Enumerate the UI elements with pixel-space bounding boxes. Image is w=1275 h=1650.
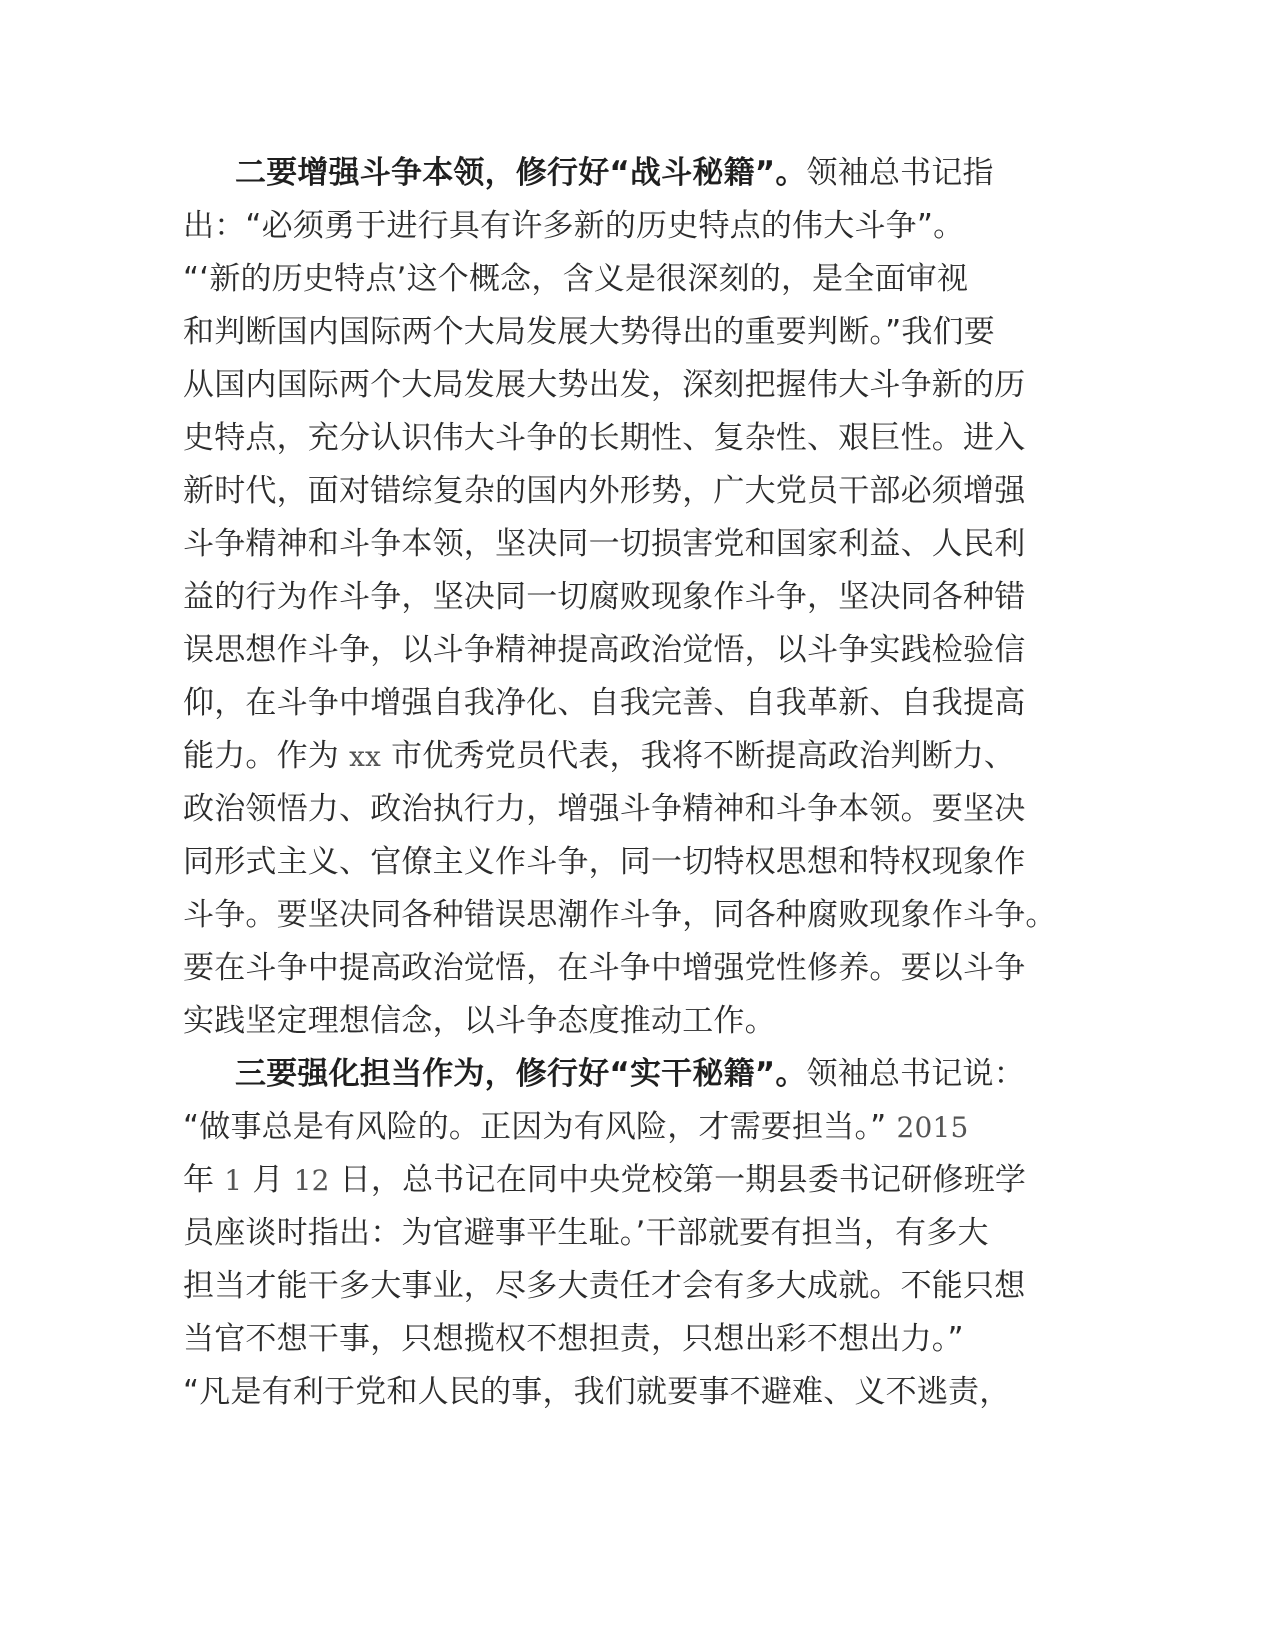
month-suffix: 月 (252, 1162, 284, 1198)
paragraph-3-line-5: 担当才能干多大事业，尽多大责任才会有多大成就。不能只想 (183, 1268, 1026, 1304)
paragraph-3-line-3-b: 日，总书记在同中央党校第一期县委书记研修班学 (339, 1162, 1027, 1198)
paragraph-2-line-12 (183, 730, 1083, 783)
paragraph-3-line-4: 员座谈时指出：为官避事平生耻。’干部就要有担当，有多大 (183, 1215, 989, 1251)
document-body (183, 147, 1083, 1419)
paragraph-2-line-15: 斗争。要坚决同各种错误思潮作斗争，同各种腐败现象作斗争。 (183, 897, 1057, 933)
paragraph-3-line-2 (183, 1101, 1083, 1154)
paragraph-3-line-6: 当官不想干事，只想揽权不想担责，只想出彩不想出力。” (183, 1321, 964, 1357)
paragraph-2-line-9: 益的行为作斗争，坚决同一切腐败现象作斗争，坚决同各种错 (183, 579, 1026, 615)
paragraph-3-line-3 (183, 1154, 1083, 1207)
paragraph-2-line-3: “‘新的历史特点’这个概念，含义是很深刻的，是全面审视 (183, 261, 969, 297)
paragraph-3-heading: 三要强化担当作为，修行好“实干秘籍”。 (235, 1056, 807, 1092)
paragraph-2-line-6: 史特点，充分认识伟大斗争的长期性、复杂性、艰巨性。进入 (183, 420, 1026, 456)
paragraph-2-line-12-a: 能力。作为 (183, 738, 339, 774)
paragraph-2-line-17: 实践坚定理想信念，以斗争态度推动工作。 (183, 1003, 776, 1039)
paragraph-2-text: 领袖总书记指 (806, 155, 994, 191)
paragraph-2-line-12-b: 市优秀党员代表，我将不断提高政治判断力、 (391, 738, 1016, 774)
paragraph-2-line-1 (183, 147, 1083, 200)
paragraph-2-line-8: 斗争精神和斗争本领，坚决同一切损害党和国家利益、人民利 (183, 526, 1026, 562)
paragraph-3-line-7: “凡是有利于党和人民的事，我们就要事不避难、义不逃责， (183, 1374, 1011, 1410)
paragraph-2-line-16: 要在斗争中提高政治觉悟，在斗争中增强党性修养。要以斗争 (183, 950, 1026, 986)
paragraph-3-text: 领袖总书记说： (806, 1056, 1025, 1092)
year-suffix: 年 (183, 1162, 215, 1198)
paragraph-2-line-4: 和判断国内国际两个大局发展大势得出的重要判断。”我们要 (183, 314, 995, 350)
month-number: 1 (224, 1164, 243, 1197)
paragraph-2-line-11: 仰，在斗争中增强自我净化、自我完善、自我革新、自我提高 (183, 685, 1026, 721)
paragraph-2-line-14: 同形式主义、官僚主义作斗争，同一切特权思想和特权现象作 (183, 844, 1026, 880)
paragraph-2-line-2: 出：“必须勇于进行具有许多新的历史特点的伟大斗争”。 (183, 208, 965, 244)
paragraph-2-line-13: 政治领悟力、政治执行力，增强斗争精神和斗争本领。要坚决 (183, 791, 1026, 827)
city-placeholder: xx (349, 740, 382, 773)
paragraph-2-line-7: 新时代，面对错综复杂的国内外形势，广大党员干部必须增强 (183, 473, 1026, 509)
year-number: 2015 (896, 1111, 969, 1144)
paragraph-2-heading: 二要增强斗争本领，修行好“战斗秘籍”。 (235, 155, 807, 191)
paragraph-2-line-5: 从国内国际两个大局发展大势出发，深刻把握伟大斗争新的历 (183, 367, 1026, 403)
paragraph-3-line-2-a: “做事总是有风险的。正因为有风险，才需要担当。” (183, 1109, 887, 1145)
day-number: 12 (293, 1164, 330, 1197)
paragraph-3-line-1 (183, 1048, 1083, 1101)
paragraph-2-line-10: 误思想作斗争，以斗争精神提高政治觉悟，以斗争实践检验信 (183, 632, 1026, 668)
